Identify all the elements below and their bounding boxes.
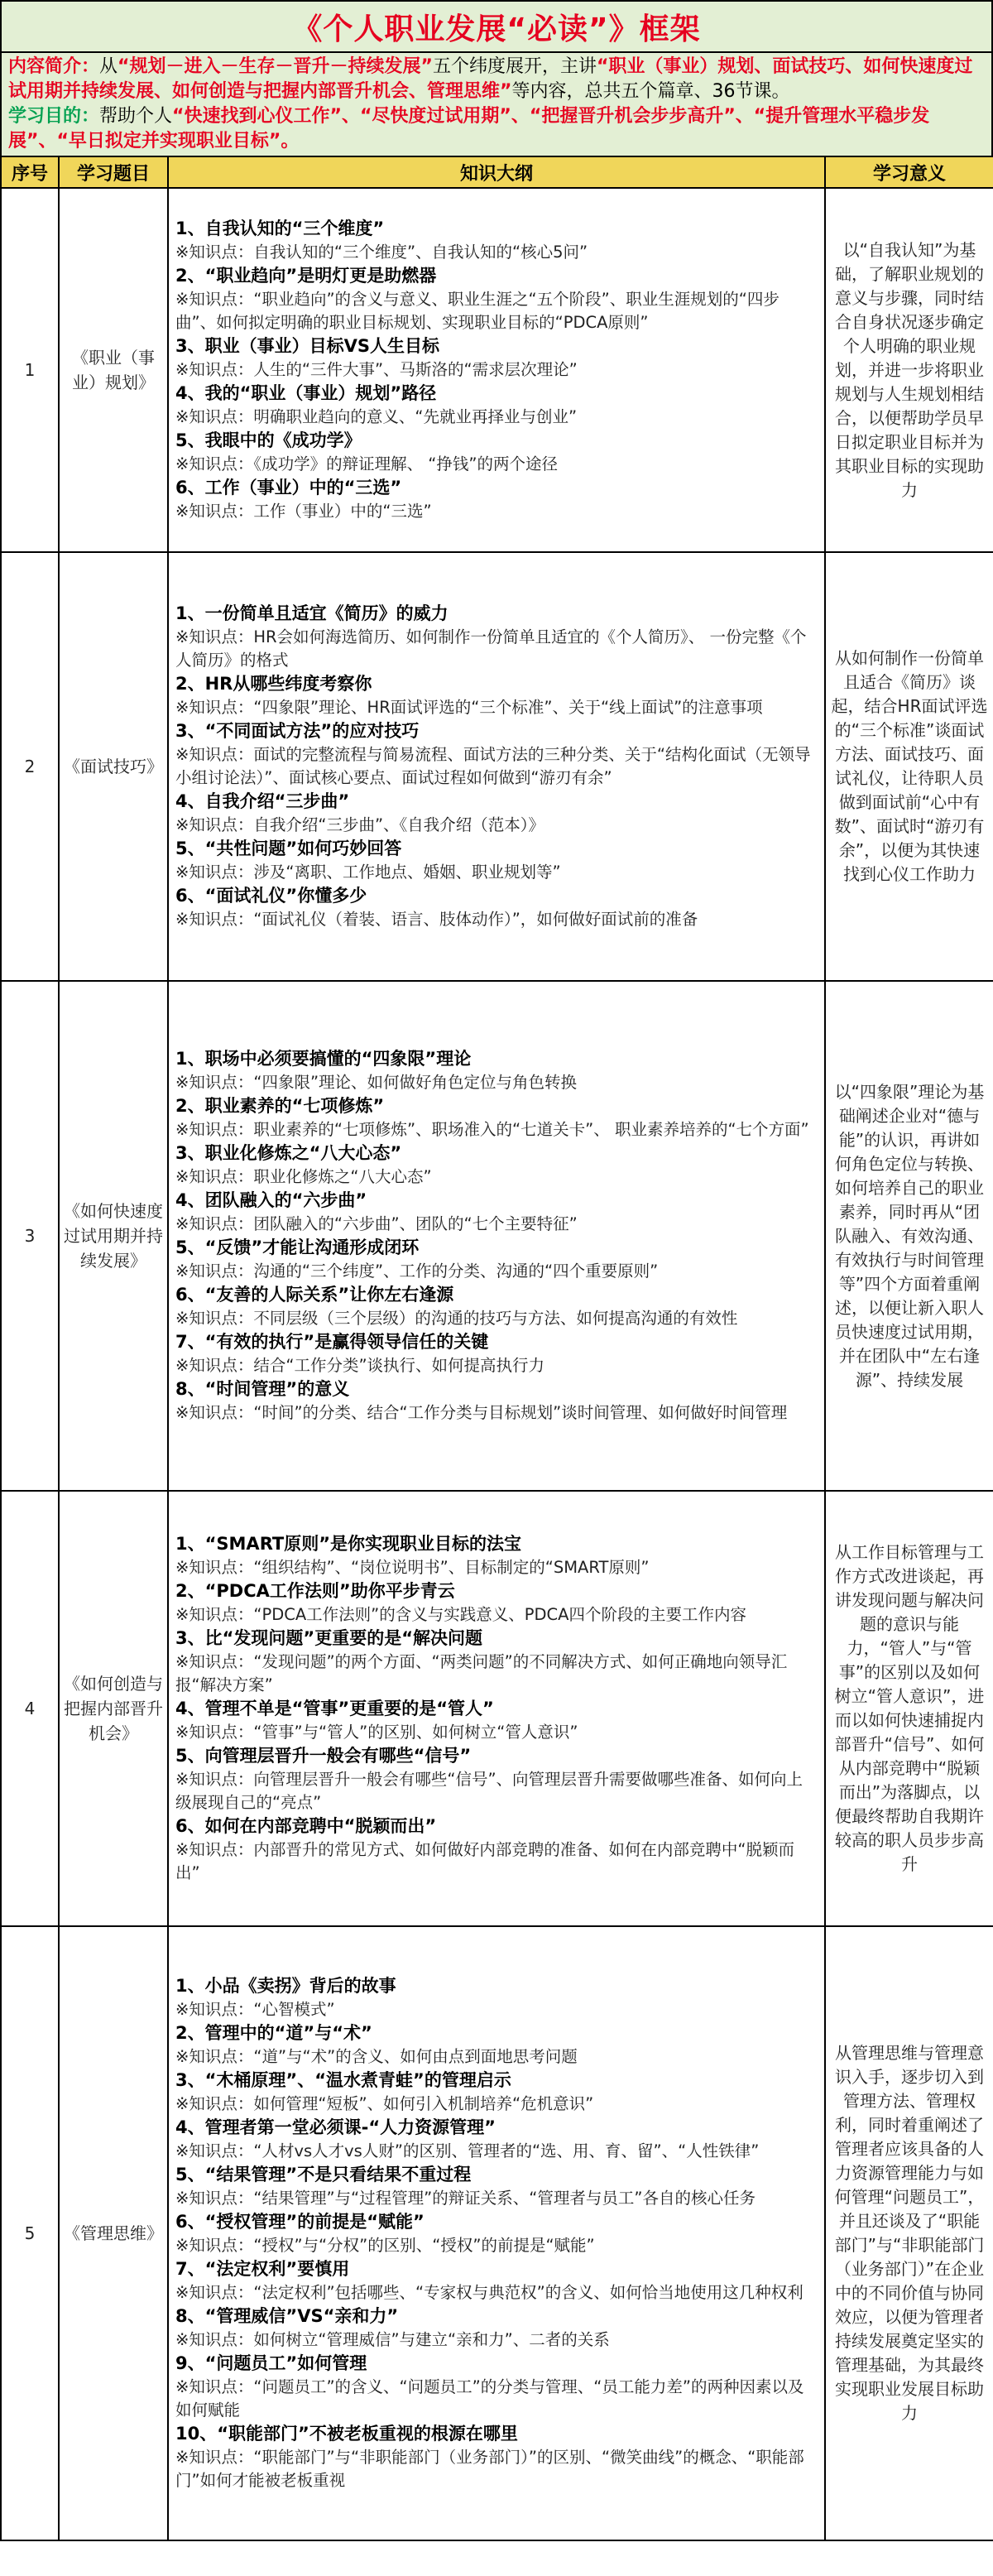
intro-seg: 五个纬度展开，主讲	[432, 56, 597, 77]
intro-seg: “规划－进入－生存－晋升－持续发展”	[118, 56, 433, 77]
purpose-seg: 帮助个人	[99, 106, 173, 127]
outline-knowledge-point: ※知识点：“面试礼仪（着装、语言、肢体动作）”，如何做好面试前的准备	[175, 910, 698, 929]
outline-knowledge-point: ※知识点：内部晋升的常见方式、如何做好内部竞聘的准备、如何在内部竞聘中“脱颖而出”	[175, 1840, 794, 1882]
outline-knowledge-point: ※知识点：工作（事业）中的“三选”	[175, 502, 432, 521]
row-topic: 《职业（事业）规划》	[59, 188, 168, 552]
outline-knowledge-point: ※知识点：明确职业趋向的意义、“先就业再择业与创业”	[175, 407, 578, 426]
outline-knowledge-point: ※知识点：职业素养的“七项修炼”、职场准入的“七道关卡”、 职业素养培养的“七个方面”	[175, 1120, 809, 1139]
outline-heading: 2、“职业趋向”是明灯更是助燃器	[175, 266, 437, 286]
table-row	[1, 188, 993, 552]
outline-knowledge-point: ※知识点：“职能部门”与“非职能部门（业务部门）”的区别、“微笑曲线”的概念、“职能部门”如何才能被老板重视	[175, 2448, 804, 2490]
outline-knowledge-point: ※知识点：“法定权利”包括哪些、“专家权与典范权”的含义、如何恰当地使用这几种权利	[175, 2283, 804, 2302]
outline-heading: 1、“SMART原则”是你实现职业目标的法宝	[175, 1534, 522, 1554]
table-row	[1, 1926, 993, 2540]
outline-knowledge-point: ※知识点：“结果管理”与“过程管理”的辩证关系、“管理者与员工”各自的核心任务	[175, 2189, 756, 2208]
outline-knowledge-point: ※知识点：“四象限”理论、HR面试评选的“三个标准”、关于“线上面试”的注意事项	[175, 698, 763, 717]
outline-knowledge-point: ※知识点：“人材vs人才vs人财”的区别、管理者的“选、用、育、留”、“人性铁律”	[175, 2141, 760, 2160]
outline-knowledge-point: ※知识点：不同层级（三个层级）的沟通的技巧与方法、如何提高沟通的有效性	[175, 1309, 738, 1328]
intro-seg: “职业（事业）规划、面试技巧、如何快速度过试用期并持续发展、如何创造与把握内部晋升机会、管理思维”	[8, 56, 973, 102]
row-number: 3	[1, 981, 59, 1491]
outline-heading: 6、如何在内部竞聘中“脱颖而出”	[175, 1816, 437, 1836]
outline-heading: 5、“共性问题”如何巧妙回答	[175, 839, 402, 858]
outline-heading: 1、小品《卖拐》背后的故事	[175, 1976, 396, 1996]
row-meaning: 从如何制作一份简单且适合《简历》谈起，结合HR面试评选的“三个标准”谈面试方法、面试技巧、面试礼仪，让待职人员做到面试前“心中有数”、面试时“游刃有余”，以便为其快速找到心仪工作助力	[825, 552, 993, 981]
header-num: 序号	[1, 156, 59, 188]
row-outline	[168, 1491, 825, 1926]
row-topic: 《面试技巧》	[59, 552, 168, 981]
outline-knowledge-point: ※知识点：“问题员工”的含义、“问题员工”的分类与管理、“员工能力差”的两种因素以及如何赋能	[175, 2377, 804, 2420]
outline-heading: 2、职业素养的“七项修炼”	[175, 1096, 385, 1116]
outline-heading: 6、“友善的人际关系”让你左右逢源	[175, 1285, 454, 1305]
outline-heading: 2、管理中的“道”与“术”	[175, 2023, 372, 2043]
outline-heading: 4、自我介绍“三步曲”	[175, 791, 350, 811]
header-topic: 学习题目	[59, 156, 168, 188]
outline-heading: 7、“法定权利”要慎用	[175, 2259, 350, 2279]
row-topic: 《如何创造与把握内部晋升机会》	[59, 1491, 168, 1926]
outline-knowledge-point: ※知识点：向管理层晋升一般会有哪些“信号”、向管理层晋升需要做哪些准备、如何向上级展现自己的“亮点”	[175, 1770, 804, 1812]
purpose-seg: “快速找到心仪工作”、“尽快度过试用期”、“把握晋升机会步步高升”、“提升管理水平稳步发展”、“早日拟定并实现职业目标”。	[8, 106, 930, 151]
outline-knowledge-point: ※知识点：自我介绍“三步曲”、《自我介绍（范本）》	[175, 815, 545, 834]
row-meaning: 以“自我认知”为基础，了解职业规划的意义与步骤，同时结合自身状况逐步确定个人明确的职业规划，并进一步将职业规划与人生规划相结合，以便帮助学员早日拟定职业目标并为其职业目标的实现助力	[825, 188, 993, 552]
outline-knowledge-point: ※知识点：如何管理“短板”、如何引入机制培养“危机意识”	[175, 2094, 594, 2113]
outline-knowledge-point: ※知识点：“时间”的分类、结合“工作分类与目标规划”谈时间管理、如何做好时间管理	[175, 1403, 788, 1422]
outline-knowledge-point: ※知识点：结合“工作分类”谈执行、如何提高执行力	[175, 1356, 545, 1375]
outline-knowledge-point: ※知识点：团队融入的“六步曲”、团队的“七个主要特征”	[175, 1214, 578, 1233]
intro-seg: 从	[99, 56, 118, 77]
outline-heading: 1、一份简单且适宜《简历》的威力	[175, 603, 449, 623]
outline-heading: 3、“不同面试方法”的应对技巧	[175, 721, 420, 741]
row-outline	[168, 188, 825, 552]
outline-heading: 4、管理者第一堂必须课-“人力资源管理”	[175, 2117, 496, 2137]
outline-heading: 8、“管理威信”VS“亲和力”	[175, 2306, 399, 2326]
intro-box	[0, 51, 993, 156]
row-topic: 《如何快速度过试用期并持续发展》	[59, 981, 168, 1491]
outline-knowledge-point: ※知识点：涉及“离职、工作地点、婚姻、职业规划等”	[175, 863, 561, 882]
table-header-row	[1, 156, 993, 188]
outline-heading: 4、我的“职业（事业）规划”路径	[175, 383, 437, 403]
outline-knowledge-point: ※知识点：“组织结构”、“岗位说明书”、目标制定的“SMART原则”	[175, 1558, 650, 1577]
outline-knowledge-point: ※知识点：“职业趋向”的含义与意义、职业生涯之“五个阶段”、职业生涯规划的“四步曲”、如何拟定明确的职业目标规划、实现职业目标的“PDCA原则”	[175, 290, 780, 332]
row-number: 5	[1, 1926, 59, 2540]
header-meaning: 学习意义	[825, 156, 993, 188]
intro-seg: 等内容，总共五个篇章、36节课。	[511, 81, 790, 102]
outline-heading: 1、自我认知的“三个维度”	[175, 219, 385, 238]
outline-knowledge-point: ※知识点：“心智模式”	[175, 2000, 335, 2019]
outline-heading: 8、“时间管理”的意义	[175, 1379, 350, 1399]
purpose-label: 学习目的：	[8, 106, 100, 127]
row-number: 4	[1, 1491, 59, 1926]
outline-heading: 5、“反馈”才能让沟通形成闭环	[175, 1238, 420, 1257]
outline-knowledge-point: ※知识点：HR会如何海选简历、如何制作一份简单且适宜的《个人简历》、 一份完整《个人简历》的格式	[175, 627, 807, 670]
table-body	[1, 188, 993, 2540]
outline-heading: 3、比“发现问题”更重要的是“解决问题	[175, 1628, 483, 1648]
table-row	[1, 981, 993, 1491]
outline-knowledge-point: ※知识点：如何树立“管理威信”与建立“亲和力”、二者的关系	[175, 2330, 610, 2349]
outline-heading: 6、工作（事业）中的“三选”	[175, 478, 402, 497]
outline-knowledge-point: ※知识点：“四象限”理论、如何做好角色定位与角色转换	[175, 1073, 578, 1092]
outline-knowledge-point: ※知识点：“授权”与“分权”的区别、“授权”的前提是“赋能”	[175, 2236, 595, 2255]
outline-knowledge-point: ※知识点：“发现问题”的两个方面、“两类问题”的不同解决方式、如何正确地向领导汇报“解决方案”	[175, 1652, 788, 1694]
outline-knowledge-point: ※知识点：人生的“三件大事”、马斯洛的“需求层次理论”	[175, 360, 578, 379]
table-row	[1, 552, 993, 981]
outline-heading: 5、我眼中的《成功学》	[175, 430, 362, 450]
row-topic: 《管理思维》	[59, 1926, 168, 2540]
outline-heading: 1、职场中必须要搞懂的“四象限”理论	[175, 1049, 472, 1069]
row-meaning: 从管理思维与管理意识入手，逐步切入到管理方法、管理权利，同时着重阐述了管理者应该具备的人力资源管理能力与如何管理“问题员工”，并且还谈及了“职能部门”与“非职能部门（业务部门）”在企业中的不同价值与协同效应，以便为管理者持续发展奠定坚实的管理基础，为其最终实现职业发展目标助力	[825, 1926, 993, 2540]
outline-heading: 10、“职能部门”不被老板重视的根源在哪里	[175, 2424, 518, 2444]
outline-knowledge-point: ※知识点：“PDCA工作法则”的含义与实践意义、PDCA四个阶段的主要工作内容	[175, 1605, 747, 1624]
outline-knowledge-point: ※知识点：自我认知的“三个维度”、自我认知的“核心5问”	[175, 243, 588, 262]
outline-heading: 6、“授权管理”的前提是“赋能”	[175, 2212, 425, 2232]
row-number: 1	[1, 188, 59, 552]
outline-heading: 2、HR从哪些纬度考察你	[175, 674, 372, 694]
outline-knowledge-point: ※知识点：《成功学》的辩证理解、 “挣钱”的两个途径	[175, 454, 558, 473]
document-title: 《个人职业发展“必读”》框架	[292, 12, 701, 46]
outline-heading: 3、“木桶原理”、“温水煮青蛙”的管理启示	[175, 2070, 511, 2090]
header-outline: 知识大纲	[168, 156, 825, 188]
outline-heading: 5、“结果管理”不是只看结果不重过程	[175, 2165, 472, 2184]
outline-heading: 5、向管理层晋升一般会有哪些“信号”	[175, 1746, 472, 1766]
outline-heading: 4、团队融入的“六步曲”	[175, 1190, 367, 1210]
title-banner	[0, 0, 993, 51]
outline-heading: 2、“PDCA工作法则”助你平步青云	[175, 1581, 455, 1601]
curriculum-table	[0, 156, 993, 2541]
outline-knowledge-point: ※知识点：“道”与“术”的含义、如何由点到面地思考问题	[175, 2047, 578, 2066]
purpose-paragraph	[8, 104, 985, 154]
row-meaning: 以“四象限”理论为基础阐述企业对“德与能”的认识，再讲如何角色定位与转换、如何培养自己的职业素养，同时再从“团队融入、有效沟通、有效执行与时间管理等”四个方面着重阐述，以便让新入职人员快速度过试用期，并在团队中“左右逢源”、持续发展	[825, 981, 993, 1491]
outline-heading: 3、职业（事业）目标VS人生目标	[175, 336, 439, 356]
table-row	[1, 1491, 993, 1926]
outline-heading: 3、职业化修炼之“八大心态”	[175, 1143, 402, 1163]
row-outline	[168, 1926, 825, 2540]
row-outline	[168, 981, 825, 1491]
row-outline	[168, 552, 825, 981]
row-meaning: 从工作目标管理与工作方式改进谈起，再讲发现问题与解决问题的意识与能力，“管人”与“管事”的区别以及如何树立“管人意识”，进而以如何快速捕捉内部晋升“信号”、如何从内部竞聘中“脱颖而出”为落脚点，以便最终帮助自我期许较高的职人员步步高升	[825, 1491, 993, 1926]
outline-heading: 6、“面试礼仪”你懂多少	[175, 886, 367, 906]
outline-knowledge-point: ※知识点：面试的完整流程与简易流程、面试方法的三种分类、关于“结构化面试（无领导小组讨论法）”、面试核心要点、面试过程如何做到“游刃有余”	[175, 745, 811, 787]
outline-heading: 4、管理不单是“管事”更重要的是“管人”	[175, 1699, 494, 1718]
outline-knowledge-point: ※知识点：沟通的“三个纬度”、工作的分类、沟通的“四个重要原则”	[175, 1262, 659, 1281]
intro-paragraph	[8, 55, 985, 104]
intro-label: 内容简介：	[8, 56, 100, 77]
outline-knowledge-point: ※知识点：“管事”与“管人”的区别、如何树立“管人意识”	[175, 1723, 578, 1742]
outline-heading: 7、“有效的执行”是赢得领导信任的关键	[175, 1332, 489, 1352]
outline-heading: 9、“问题员工”如何管理	[175, 2353, 367, 2373]
outline-knowledge-point: ※知识点：职业化修炼之“八大心态”	[175, 1167, 432, 1186]
row-number: 2	[1, 552, 59, 981]
